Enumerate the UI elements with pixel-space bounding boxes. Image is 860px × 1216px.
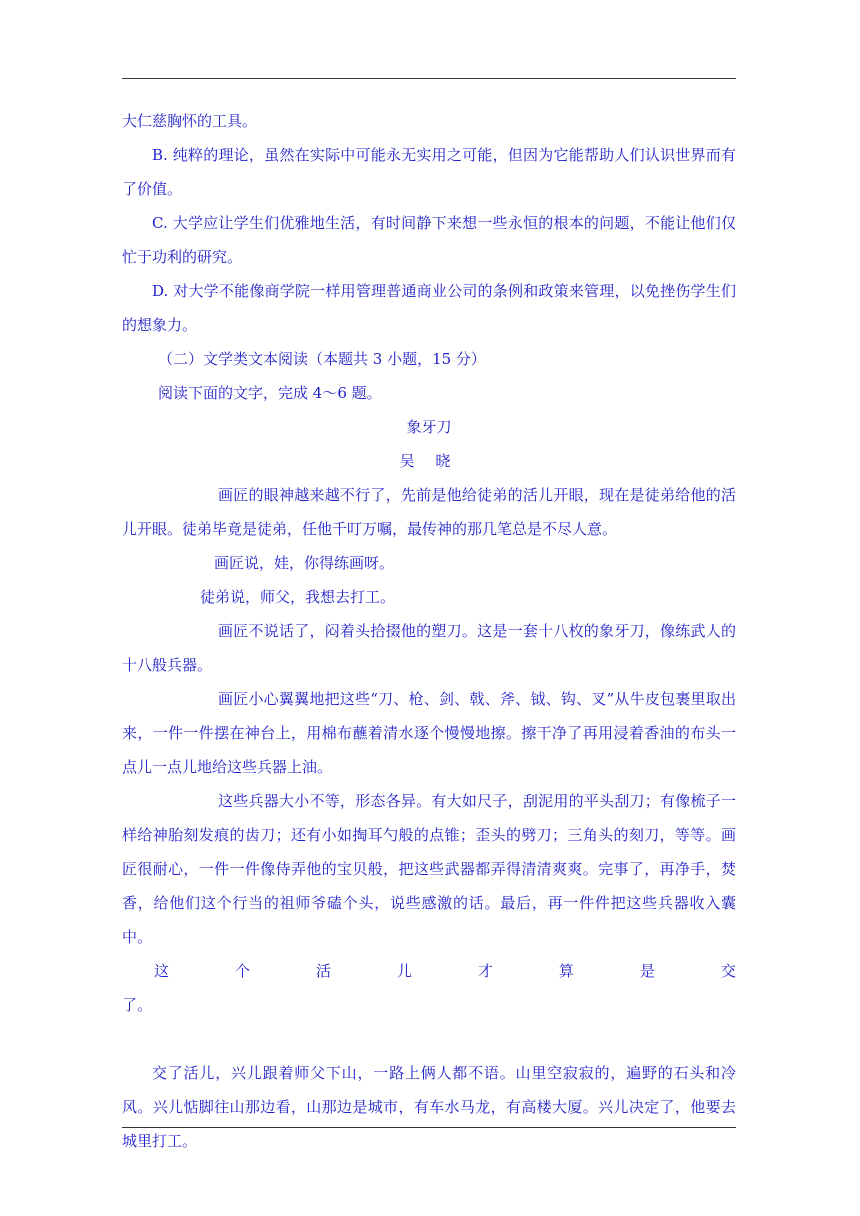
story-paragraph-6: 这些兵器大小不等，形态各异。有大如尺子，刮泥用的平头刮刀；有像梳子一样给神胎刻发痕的齿刀；还有小如掏耳勺般的点锥；歪头的劈刀；三角头的刻刀，等等。画匠很耐心，一件一件像侍弄他的宝贝般，把这些武器都弄得清清爽爽。完事了，再净手，焚香，给他们这个行当的祖师爷磕个头，说些感激的话。最后，再一件件把这些兵器收入囊中。 xyxy=(122,792,736,946)
story-paragraph-7-spread xyxy=(122,954,736,988)
paragraph-continuation: 大仁慈胸怀的工具。 xyxy=(122,112,258,130)
blank-line xyxy=(122,1022,736,1056)
spread-char: 交 xyxy=(720,962,736,980)
document-body xyxy=(122,104,736,1158)
story-paragraph-5: 画匠小心翼翼地把这些“刀、枪、剑、戟、斧、钺、钩、叉”从牛皮包裹里取出来，一件一件摆在神台上，用棉布蘸着清水逐个慢慢地擦。擦干净了再用浸着香油的布头一点儿一点儿地给这些兵器上油。 xyxy=(122,690,736,776)
story-paragraph-1: 画匠的眼神越来越不行了，先前是他给徒弟的活儿开眼，现在是徒弟给他的活儿开眼。徒弟毕竟是徒弟，任他千叮万嘱，最传神的那几笔总是不尽人意。 xyxy=(122,486,736,538)
story-paragraph-4: 画匠不说话了，闷着头拾掇他的塑刀。这是一套十八枚的象牙刀，像练武人的十八般兵器。 xyxy=(122,622,736,674)
spread-char: 这 xyxy=(154,962,170,980)
header-rule xyxy=(122,78,736,79)
story-author: 吴 晓 xyxy=(399,452,459,470)
option-d: D. 对大学不能像商学院一样用管理普通商业公司的条例和政策来管理，以免挫伤学生们的想象力。 xyxy=(122,282,736,334)
story-paragraph-7-end: 了。 xyxy=(122,996,153,1014)
reading-instruction: 阅读下面的文字，完成 4～6 题。 xyxy=(158,384,382,402)
spread-char: 活 xyxy=(315,962,331,980)
spread-char: 才 xyxy=(477,962,493,980)
story-paragraph-3: 徒弟说，师父，我想去打工。 xyxy=(200,588,396,606)
footer-rule xyxy=(122,1127,736,1128)
option-b: B. 纯粹的理论，虽然在实际中可能永无实用之可能，但因为它能帮助人们认识世界而有了价值。 xyxy=(122,146,736,198)
option-c: C. 大学应让学生们优雅地生活，有时间静下来想一些永恒的根本的问题，不能让他们仅忙于功利的研究。 xyxy=(122,214,736,266)
story-paragraph-8: 交了活儿，兴儿跟着师父下山，一路上俩人都不语。山里空寂寂的，遍野的石头和冷风。兴儿惦脚往山那边看，山那边是城市，有车水马龙，有高楼大厦。兴儿决定了，他要去城里打工。 xyxy=(122,1064,736,1150)
story-title: 象牙刀 xyxy=(406,418,452,436)
spread-char: 算 xyxy=(558,962,574,980)
spread-char: 个 xyxy=(234,962,250,980)
section-title: （二）文学类文本阅读（本题共 3 小题，15 分） xyxy=(158,350,486,368)
story-paragraph-2: 画匠说，娃，你得练画呀。 xyxy=(214,554,395,572)
spread-char: 是 xyxy=(639,962,655,980)
spread-char: 儿 xyxy=(396,962,412,980)
